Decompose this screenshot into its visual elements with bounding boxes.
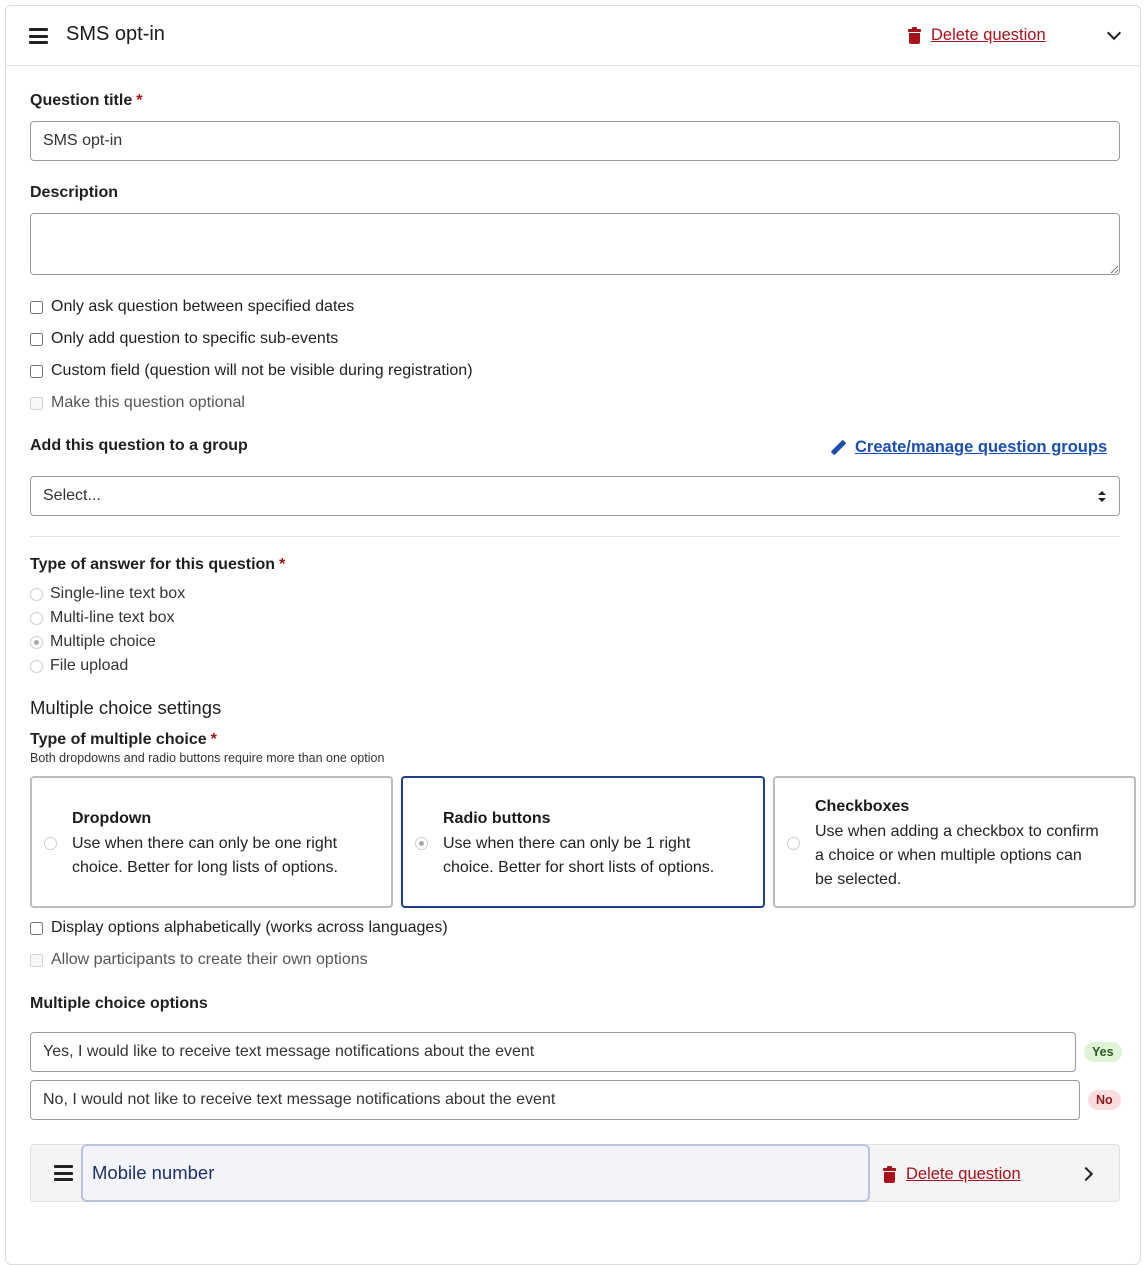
group-label: Add this question to a group <box>30 437 248 454</box>
answer-type-label: Type of answer for this question * <box>30 556 286 573</box>
chevron-down-icon[interactable] <box>1107 26 1121 40</box>
collapsed-question-title[interactable]: Mobile number <box>81 1144 870 1202</box>
choice-card-desc: Use when there can only be one right choice. Better for long lists of options. <box>72 835 338 876</box>
checkbox-input <box>30 954 43 967</box>
choice-card-desc: Use when there can only be 1 right choice. Better for short lists of options. <box>443 835 715 876</box>
choice-card-title: Checkboxes <box>815 798 910 815</box>
drag-handle-icon[interactable] <box>29 28 48 44</box>
question-title-label: Question title * <box>30 92 143 109</box>
drag-handle-icon[interactable] <box>54 1165 73 1181</box>
radio-icon <box>44 837 57 850</box>
checkbox-sub-events[interactable]: Only add question to specific sub-events <box>30 330 338 348</box>
radio-checked-icon <box>415 837 428 850</box>
choice-card-checkboxes[interactable] <box>773 776 1136 908</box>
answer-type-multiple-choice[interactable]: Multiple choice <box>30 633 156 651</box>
chevron-right-icon[interactable] <box>1079 1167 1093 1181</box>
question-card <box>5 5 1141 1265</box>
answer-type-multi-line[interactable]: Multi-line text box <box>30 609 175 627</box>
question-title-input[interactable] <box>30 121 1120 161</box>
mc-settings-title: Multiple choice settings <box>30 697 222 718</box>
answer-type-file-upload[interactable]: File upload <box>30 657 128 675</box>
mc-type-label: Type of multiple choice * <box>30 731 217 748</box>
checkbox-input[interactable] <box>30 333 43 346</box>
collapsed-question-card[interactable] <box>30 1144 1120 1202</box>
choice-card-dropdown[interactable] <box>30 776 393 908</box>
checkbox-optional: Make this question optional <box>30 394 245 412</box>
radio-icon <box>787 837 800 850</box>
trash-icon <box>908 28 921 44</box>
group-select[interactable]: Select... <box>30 476 1120 516</box>
checkbox-input[interactable] <box>30 922 43 935</box>
delete-question-label: Delete question <box>931 26 1046 44</box>
description-label: Description <box>30 184 119 201</box>
delete-question-label: Delete question <box>906 1165 1021 1183</box>
status-badge-yes: Yes <box>1084 1042 1122 1062</box>
checkbox-specified-dates[interactable]: Only ask question between specified dates <box>30 298 354 316</box>
mc-options-label: Multiple choice options <box>30 995 208 1012</box>
question-header-title: SMS opt-in <box>66 23 165 45</box>
radio-checked-icon <box>30 636 43 649</box>
choice-card-desc: Use when adding a checkbox to confirm a choice or when multiple options can be selected. <box>815 823 1099 888</box>
select-arrows-icon <box>1098 491 1106 503</box>
divider <box>30 536 1120 537</box>
choice-card-title: Radio buttons <box>443 810 551 827</box>
radio-icon <box>30 660 43 673</box>
checkbox-allow-own-options: Allow participants to create their own options <box>30 951 368 969</box>
checkbox-alphabetical[interactable]: Display options alphabetically (works across languages) <box>30 919 448 937</box>
answer-type-single-line[interactable]: Single-line text box <box>30 585 185 603</box>
manage-question-groups-link[interactable]: Create/manage question groups <box>830 438 1107 457</box>
mc-type-hint: Both dropdowns and radio buttons require more than one option <box>30 751 385 765</box>
question-header <box>6 6 1140 66</box>
choice-card-radio-buttons[interactable] <box>401 776 765 908</box>
mc-option-input-yes[interactable] <box>30 1032 1076 1072</box>
mc-option-input-no[interactable] <box>30 1080 1080 1120</box>
checkbox-input <box>30 397 43 410</box>
pencil-icon <box>830 440 846 456</box>
checkbox-input[interactable] <box>30 365 43 378</box>
delete-question-button[interactable] <box>908 26 1046 45</box>
radio-icon <box>30 588 43 601</box>
status-badge-no: No <box>1088 1090 1121 1110</box>
description-textarea[interactable] <box>30 213 1120 275</box>
radio-icon <box>30 612 43 625</box>
delete-question-button[interactable] <box>883 1165 1021 1184</box>
choice-card-title: Dropdown <box>72 810 152 827</box>
trash-icon <box>883 1167 896 1183</box>
checkbox-custom-field[interactable]: Custom field (question will not be visible during registration) <box>30 362 473 380</box>
checkbox-input[interactable] <box>30 301 43 314</box>
